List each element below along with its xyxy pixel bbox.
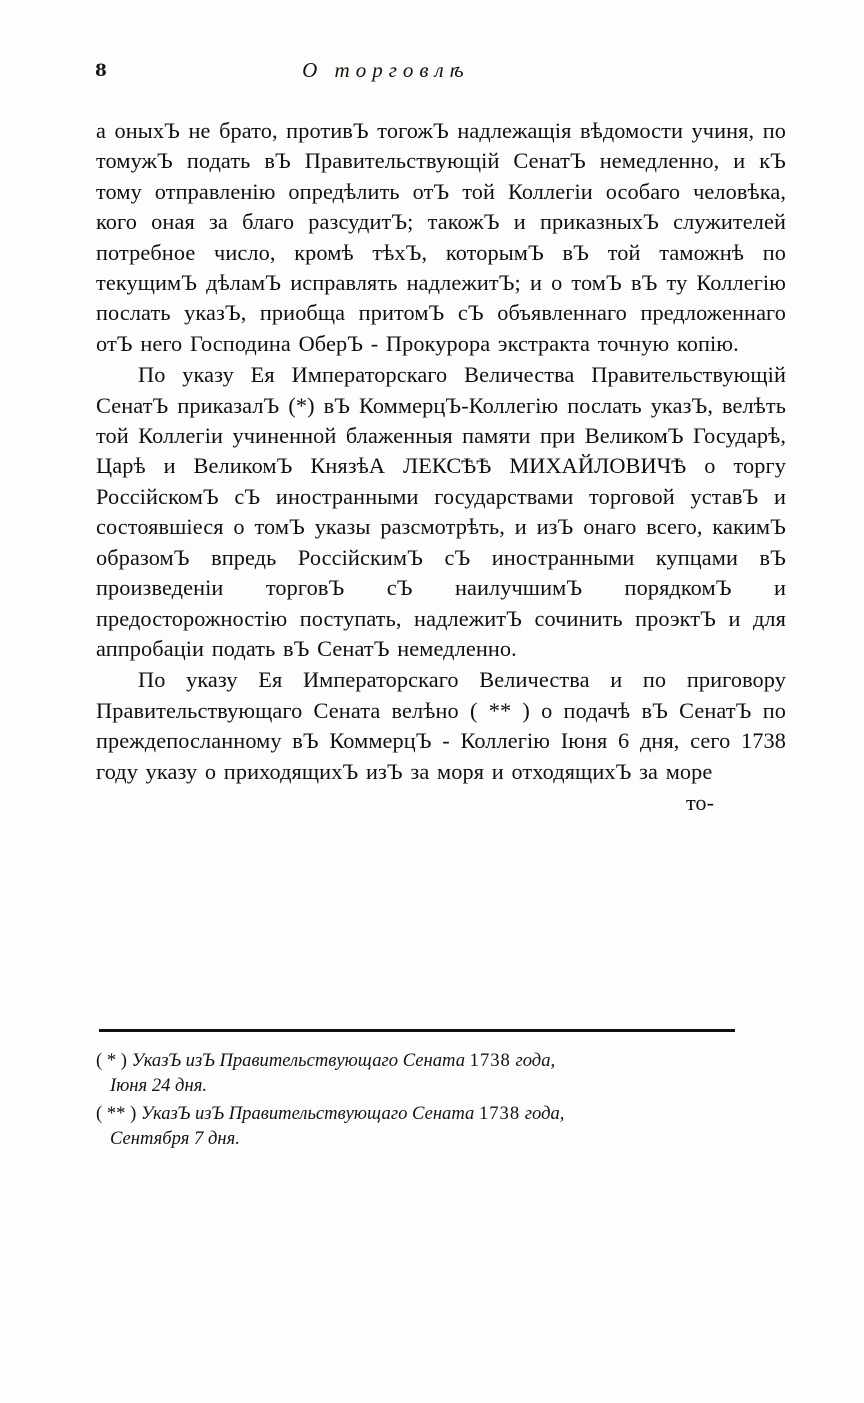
footnote-second-line: Сентября 7 дня. [110, 1128, 240, 1149]
paragraph-3: По указу Ея Императорскаго Величества и по приговору Правительствующаго Сената велѣно ( ** ) о подачѣ вЪ СенатЪ по преждепосланному вЪ КоммерцЪ - Коллегію Іюня 6 дня, сего 1738 году указу о приходящихЪ изЪ за моря и отходящихЪ за море [96, 667, 786, 784]
footnote-text: УказЪ изЪ Правительствующаго Сената [140, 1103, 475, 1124]
paragraph-2: По указу Ея Императорскаго Величества Правительствующій СенатЪ приказалЪ (*) вЪ КоммерцЪ-Коллегію послать указЪ, велѣть той Коллегіи учиненной блаженныя памяти при ВеликомЪ Государѣ, Царѣ и ВеликомЪ КнязѣА ЛЕКСѢѢ МИХАЙЛОВИЧѢ о торгу РоссійскомЪ сЪ иностранными государствами торговой уставЪ и состоявшіеся о томЪ указы разсмотрѣть, и изЪ онаго всего, какимЪ образомЪ впредь РоссійскимЪ сЪ иностранными купцами вЪ произведеніи торговЪ сЪ наилучшимЪ порядкомЪ и предосторожностію поступать, надлежитЪ сочинить проэктЪ и для аппробаціи подать вЪ СенатЪ немедленно. [96, 362, 786, 661]
footnote-marker: ( ** ) [96, 1103, 137, 1124]
footnote-rule [99, 1029, 735, 1032]
footnote-text: УказЪ изЪ Правительствующаго Сената [131, 1050, 465, 1071]
footnote-year: 1738 [469, 1050, 511, 1071]
folio-number: 8 [95, 61, 107, 81]
footnote-second-line: Іюня 24 дня. [110, 1075, 207, 1096]
body-text [96, 116, 786, 818]
catchword: то- [685, 789, 714, 815]
footnote-2 [96, 1101, 796, 1151]
paragraph-1: а оныхЪ не брато, противЪ тогожЪ надлежащія вѣдомости учиня, по томужЪ подать вЪ Правительствующій СенатЪ немедленно, и кЪ тому отправленію опредѣлить отЪ той Коллегіи особаго человѣка, кого оная за благо разсудитЪ; такожЪ и приказныхЪ служителей потребное число, кромѣ тѣхЪ, которымЪ вЪ той таможнѣ по текущимЪ дѣламЪ исправлять надлежитЪ; и о томЪ вЪ ту Коллегію послать указЪ, приобща притомЪ сЪ объявленнаго предложеннаго отЪ него Господина ОберЪ - Прокурора экстракта точную копію. [96, 118, 786, 356]
footnote-marker: ( * ) [96, 1050, 127, 1071]
footnote-text-tail: года, [515, 1050, 556, 1071]
page-header [95, 58, 785, 90]
running-title: О торговлѣ [302, 58, 470, 82]
footnote-year: 1738 [478, 1103, 521, 1124]
footnote-1 [96, 1048, 796, 1098]
footnote-block [96, 1048, 796, 1154]
footnote-text-tail: года, [524, 1103, 565, 1124]
